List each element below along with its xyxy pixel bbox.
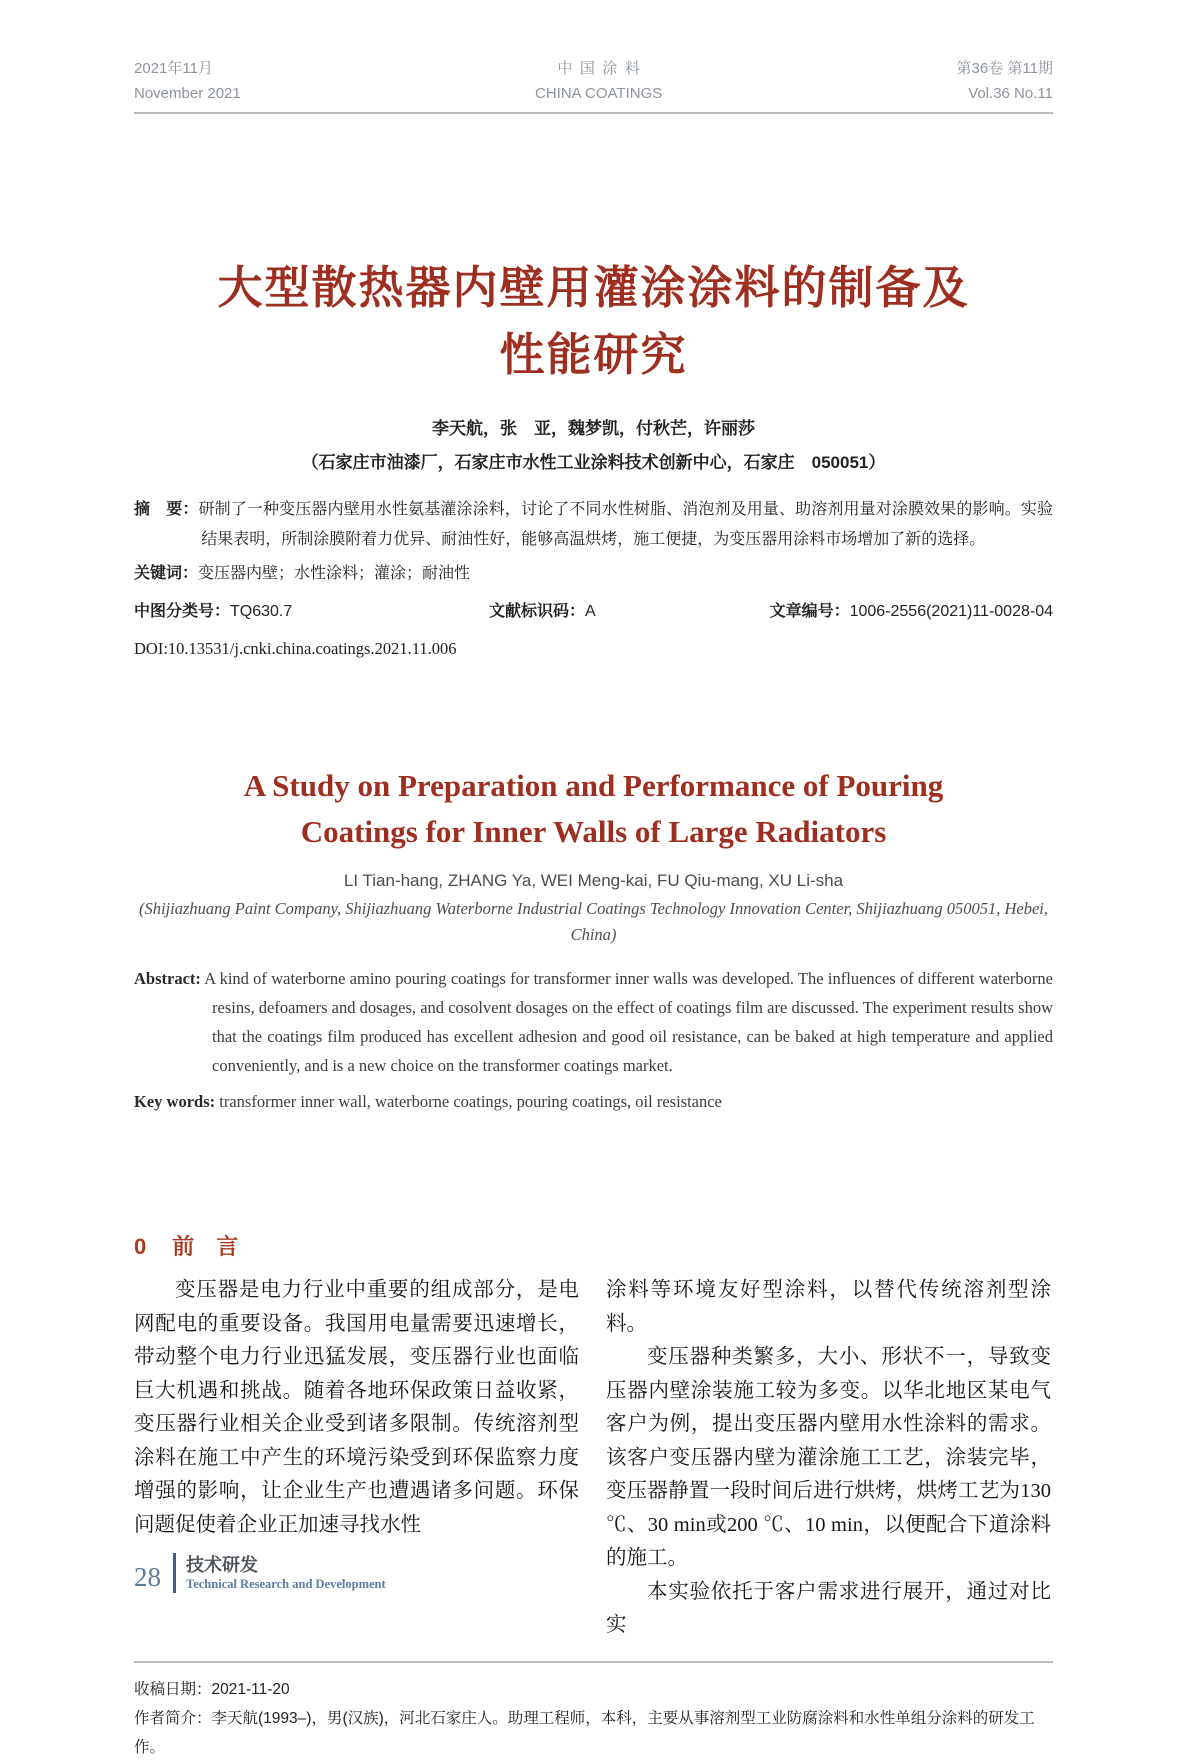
received-date-value: 2021-11-20 [211,1680,290,1698]
header-journal-name [535,56,662,106]
section-title: 前 言 [172,1234,239,1259]
author-bio [134,1704,1053,1762]
keywords-cn-text: 变压器内壁；水性涂料；灌涂；耐油性 [198,565,471,582]
article-title-cn [134,254,1053,388]
keywords-cn-label: 关键词： [134,565,199,582]
article-title-cn-line1: 大型散热器内壁用灌涂涂料的制备及 [217,262,970,313]
document-code-value: A [585,603,596,620]
article-title-cn-line2: 性能研究 [499,329,688,380]
abstract-cn-text: 研制了一种变压器内壁用水性氨基灌涂涂料，讨论了不同水性树脂、消泡剂及用量、助溶剂用量对涂膜效果的影响。实验结果表明，所制涂膜附着力优异、耐油性好，能够高温烘烤，施工便捷，为变压器用涂料市场增加了新的选择。 [198,501,1053,548]
journal-page [0,56,1187,1762]
keywords-en [134,1087,1053,1116]
document-code [489,597,759,627]
authors-en: LI Tian-hang, ZHANG Ya, WEI Meng-kai, FU Qiu-mang, XU Li-sha [343,871,844,890]
keywords-cn [134,559,1053,589]
author-bio-text: 李天航(1993–)，男(汉族)，河北石家庄人。助理工程师，本科，主要从事溶剂型工业防腐涂料和水性单组分涂料的研发工作。 [134,1709,1035,1756]
article-title-en [134,763,1053,855]
clc-value: TQ630.7 [230,603,293,620]
article-title-en-line1: A Study on Preparation and Performance of Pouring [243,768,944,803]
journal-name-en: CHINA COATINGS [535,85,663,102]
journal-header [134,56,1053,114]
section-number: 0 [134,1234,147,1259]
abstract-cn-label: 摘 要： [134,501,199,518]
footer-divider-bar [173,1553,176,1593]
clc-number [134,597,489,627]
intro-paragraph: 变压器种类繁多，大小、形状不一，导致变压器内壁涂装施工较为多变。以华北地区某电气客户为例，提出变压器内壁用水性涂料的需求。该客户变压器内壁为灌涂施工工艺，涂装完毕，变压器静置一段时间后进行烘烤，烘烤工艺为130 ℃、30 min或200 ℃、10 min，以便配合下道涂料的施工。 [606,1346,1051,1569]
affiliation-en: (Shijiazhuang Paint Company, Shijiazhuang Waterborne Industrial Coatings Technology Innovation Center, Shijiazhuang 050051, Hebei, China) [138,899,1048,944]
meta-row [134,597,1053,627]
header-issue-en: Vol.36 No.11 [968,85,1053,102]
header-date-cn: 2021年11月 [134,60,213,77]
page-footer [134,1553,386,1593]
affiliation-cn: （石家庄市油漆厂，石家庄市水性工业涂料技术创新中心，石家庄 050051） [301,453,886,472]
keywords-en-text: transformer inner wall, waterborne coatings, pouring coatings, oil resistance [219,1092,722,1111]
keywords-en-label: Key words: [134,1092,216,1111]
abstract-en-text: A kind of waterborne amino pouring coatings for transformer inner walls was developed. The influences of different waterborne resins, defoamers and dosages, and cosolvent dosages on the effect of coatings film are discussed. The experiment results show that the coatings film produced has excellent adhesion and good oil resistance, can be baked at high temperature and applied conveniently, and is a new choice on the transformer coatings market. [204,969,1053,1075]
section-heading [134,1232,1053,1262]
page-number: 28 [134,1561,161,1592]
abstract-en [134,964,1053,1080]
received-date-label: 收稿日期： [134,1680,212,1698]
author-bio-label: 作者简介： [134,1709,212,1727]
intro-paragraph: 涂料等环境友好型涂料，以替代传统溶剂型涂料。 [606,1279,1051,1335]
footer-column-en: Technical Research and Development [186,1576,386,1591]
authors-cn: 李天航，张 亚，魏梦凯，付秋芒，许丽莎 [432,419,755,438]
journal-name-cn: 中国涂料 [557,60,648,77]
footer-column-cn: 技术研发 [186,1554,258,1575]
clc-label: 中图分类号： [134,603,231,620]
article-id [759,597,1053,627]
header-date [134,56,241,106]
article-id-value: 1006-2556(2021)11-0028-04 [849,603,1053,620]
abstract-en-label: Abstract: [134,969,201,988]
document-code-label: 文献标识码： [489,603,586,620]
intro-paragraph: 变压器是电力行业中重要的组成部分，是电网配电的重要设备。我国用电量需要迅速增长，带动整个电力行业迅猛发展，变压器行业也面临巨大机遇和挑战。随着各地环保政策日益收紧，变压器行业相关企业受到诸多限制。传统溶剂型涂料在施工中产生的环境污染受到环保监察力度增强的影响，让企业生产也遭遇诸多问题。环保问题促使着企业正加速寻找水性 [134,1279,579,1536]
footnote [134,1661,1053,1762]
footer-column-title [186,1555,386,1592]
article-id-label: 文章编号： [769,603,850,620]
abstract-cn [134,495,1053,555]
header-issue [957,56,1053,106]
article-title-en-line2: Coatings for Inner Walls of Large Radiators [300,814,887,849]
intro-paragraph: 本实验依托于客户需求进行展开，通过对比实 [606,1580,1051,1636]
header-issue-cn: 第36卷 第11期 [956,60,1053,77]
header-date-en: November 2021 [134,85,241,102]
intro-column-right [606,1274,1051,1643]
received-date [134,1675,1053,1704]
doi: DOI:10.13531/j.cnki.china.coatings.2021.11.006 [134,639,457,658]
